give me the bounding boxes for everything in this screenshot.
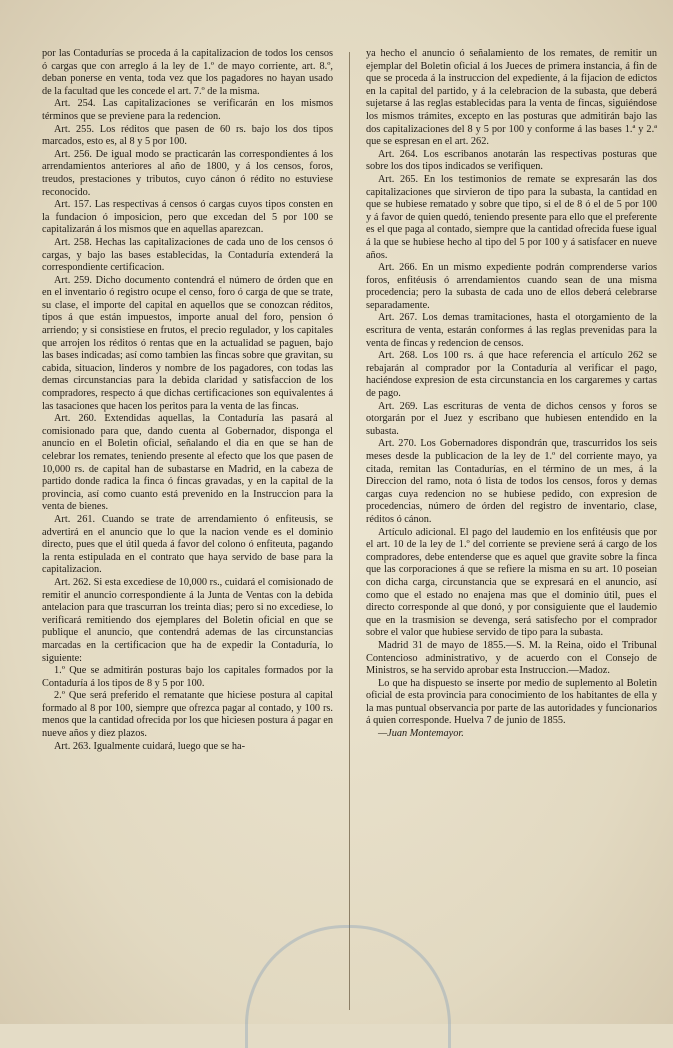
paragraph: por las Contadurías se proceda á la capitalizacion de todos los censos ó cargas que con arreglo á la ley de 1.º de mayo corriente, art. 8.º, deban ponerse en venta, toda vez que los pagadores no hayan usado de la facultad que les concede el art. 7.º de la misma. xyxy=(42,48,334,97)
paragraph: Art. 266. En un mismo expediente podrán comprenderse varios foros, enfitéusis ó arrendamientos cuando sean de una misma procedencia; pero la subasta de cada uno de ellos deberá celebrarse separadamente. xyxy=(365,262,657,311)
paragraph: Madrid 31 de mayo de 1855.—S. M. la Reina, oido el Tribunal Contencioso administrativo, y de acuerdo con el Consejo de Ministros, se ha servido aprobar esta Instruccion.—Madoz. xyxy=(365,639,657,677)
paragraph: Art. 268. Los 100 rs. á que hace referencia el artículo 262 se rebajarán al comprador por la Contaduría al verificar el pago, haciéndose expresion de esta circunstancia en los cargaremes y cartas de pago. xyxy=(365,350,657,400)
paragraph: Art. 270. Los Gobernadores dispondrán que, trascurridos los seis meses desde la publicacion de la ley de 1.º del corriente mayo, ya citada, remitan las Contadurías, en el término de un mes, á la Direccion del ramo, nota ó lista de todos los censos, foros y demas cargas cuya redencion no se hubiese pedido, con expresion de procedencias, número de órden del registro de inventario, clase, réditos ó cánon. xyxy=(365,438,657,525)
paragraph: Art. 254. Las capitalizaciones se verificarán en los mismos términos que se previene para la redencion. xyxy=(42,98,334,122)
paragraph: Art. 265. En los testimonios de remate se expresarán las dos capitalizaciones que sirvieron de tipo para la subasta, la cantidad en que se hubiese rematado y sobre que tipo, si el de 8 ó el de 5 por 100 y á favor de quien quedó, teniendo presente para ello que el preferente es el que paga al contado, siempre que la cantidad ofrecida fuese igual á la que se hubiese hecho al tipo del 5 por 100 y á satisfacer en nueve años. xyxy=(365,173,657,261)
paragraph: ya hecho el anuncio ó señalamiento de los remates, de remitir un ejemplar del Boletin oficial á los Jueces de primera instancia, á fin de que se proceda á la instruccion del expediente, á la fijacion de edictos en la capital del partido, y á la celebracion de la subasta, que deberá sujetarse á las reglas establecidas para la venta de fincas, siguiéndose los mismos trámites, excepto en las posturas que admitirán bajo las dos capitalizaciones del 8 y 5 por 100 y conforme á las bases 1.ª y 2.ª que se espresan en el art. 262. xyxy=(365,48,657,148)
paragraph: Art. 256. De igual modo se practicarán las correspondientes á los arrendamientos anteriores al año de 1800, y á los censos, foros, treudos, prestaciones y tributos, cuyo cánon ó rédito no estuviese reconocido. xyxy=(42,148,334,198)
left-column xyxy=(42,48,333,1014)
paragraph: Lo que ha dispuesto se inserte por medio de suplemento al Boletin oficial de esta provincia para conocimiento de los habitantes de ella y la mas puntual observancia por parte de las autoridades y funcionarios á quien corresponde. Huelva 7 de junio de 1855. xyxy=(365,677,657,727)
paragraph: Art. 259. Dicho documento contendrá el número de órden que en en el inventario ó registro ocupe el censo, foro ó carga de que se trate, su clase, el importe del capital en aquellos que se conozcan réditos, tipos á que están impuestos, importe anual del foro, pension ó arriendo; y si consistiese en frutos, el precio regulador, y los capitales que arrojen los réditos ó rentas que en la actualidad se paguen, bajo las bases indicadas; así como tambien las fincas sobre que gravitan, su cabida, situacion, linderos y nombre de los pagadores, con todas las demas circunstancias para la debida claridad y satisfaccion de los compradores, respecto á que dichas certificaciones son equivalentes á las tasaciones que hacen los peritos para la venta de las fincas. xyxy=(42,274,334,412)
paragraph: Art. 269. Las escrituras de venta de dichos censos y foros se otorgarán por el Juez y escribano que hubiesen entendido en la subasta. xyxy=(365,400,657,437)
paragraph: Art. 267. Los demas tramitaciones, hasta el otorgamiento de la escritura de venta, estarán conformes á las reglas prevenidas para la venta de fincas y redencion de censos. xyxy=(365,312,657,349)
paragraph: 1.º Que se admitirán posturas bajo los capitales formados por la Contaduría á los tipos de 8 y 5 por 100. xyxy=(42,665,334,689)
paragraph: Art. 264. Los escribanos anotarán las respectivas posturas que sobre los dos tipos indicados se verifiquen. xyxy=(365,148,657,173)
right-column xyxy=(366,48,657,1014)
paragraph: Art. 261. Cuando se trate de arrendamiento ó enfiteusis, se advertirá en el anuncio que lo que la nacion vende es el dominio directo, pues que el útil queda á favor del colono ó enfiteuta, pagando la renta estipulada en el contrato que haya servido de base para la capitalizacion. xyxy=(42,513,334,576)
paragraph: Art. 262. Si esta excediese de 10,000 rs., cuidará el comisionado de remitir el anuncio correspondiente á la Junta de Ventas con la debida antelacion para que trascurran los treinta dias; pero si no excediese, lo verificará remitiendo dos ejemplares del Boletin oficial en que se publique el anuncio, que contendrá ademas de las circunstancias marcadas en la certificacion que ha de expedir la Contaduría, lo siguiente: xyxy=(42,576,334,664)
paragraph: Art. 258. Hechas las capitalizaciones de cada uno de los censos ó cargas, y bajo las bases establecidas, la Contaduría extenderá la correspondiente certificacion. xyxy=(42,236,334,274)
paragraph: Art. 263. Igualmente cuidará, luego que se ha- xyxy=(54,740,245,752)
column-divider xyxy=(349,52,350,1010)
paragraph: Art. 260. Extendidas aquellas, la Contaduría las pasará al comisionado para que, dando cuenta al Gobernador, disponga el anuncio en el Boletin oficial, señalando el dia en que se han de celebrar los remates, teniendo presente al efecto que los que pasen de 10,000 rs. de capital han de subastarse en Madrid, en la cabeza de partido donde radica la finca ó fincas gravadas, y en la capital de la provincia, así como cuanto está prevenido en la Instruccion para la venta de bienes. xyxy=(42,413,334,513)
signature-line: —Juan Montemayor. xyxy=(377,728,464,740)
paragraph: 2.º Que será preferido el rematante que hiciese postura al capital formado al 8 por 100, siempre que ofrezca pagar al contado, y 100 rs. menos que la cantidad ofrecida por los que hiciesen postura á pagar en nueve años y diez plazos. xyxy=(42,690,334,740)
paragraph: Artículo adicional. El pago del laudemio en los enfitéusis que por el art. 10 de la ley de 1.º del corriente se previene será á cargo de los compradores, debe entenderse que es aquel que gravite sobre la finca que las corporaciones á que se refiere la misma en su art. 10 poseian con dicha carga, circunstancia que se expresará en el anuncio, así como que el estado no enajena mas que el dominio útil, pues el directo corresponde al que donó, y por consiguiente que el laudemio que en la trasmision se devenga, será satisfecho por el comprador sobre el valor que hubiese servido de tipo para la subasta. xyxy=(365,526,657,639)
paragraph: Art. 255. Los réditos que pasen de 60 rs. bajo los dos tipos marcados, esto es, al 8 y 5 por 100. xyxy=(42,123,334,148)
text-columns xyxy=(42,48,657,1014)
paragraph: Art. 157. Las respectivas á censos ó cargas cuyos tipos consten en la fundacion ó imposicion, pero que excedan del 5 por 100 se capitalizarán á los mismos que en aquellas aparezcan. xyxy=(42,199,334,236)
